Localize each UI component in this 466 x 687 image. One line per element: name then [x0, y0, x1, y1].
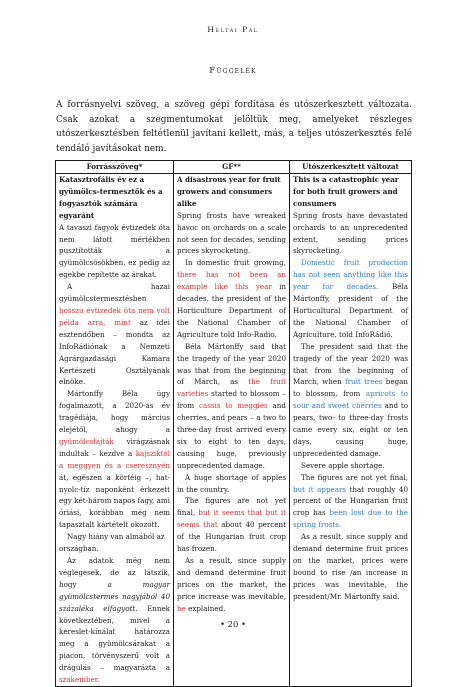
gf-title: A disastrous year for fruit growers and consumers alike [177, 175, 281, 208]
post-edited-paragraph: Severe apple shortage. [301, 460, 385, 470]
post-edited-title: This is a catastrophic year for both fruit growers and consumers [293, 175, 399, 208]
source-paragraph: Nagy hiány van almából az országban. [59, 532, 165, 554]
corrected-segment: fruit trees [344, 377, 383, 387]
marked-segment: hosszú évtizedek óta nem volt példa arra, mint [59, 305, 170, 327]
post-edited-text-cell [290, 174, 412, 687]
source-paragraph: A tavaszi fagyok évtizedek óta nem látott mértékben pusztították a gyümölcsösökben, ez pedig az egekbe repítette az árakat. [59, 222, 170, 280]
post-edited-paragraph: The figures are not yet final, but it appears that roughly 40 percent of the Hungarian fruit crop has been lost due to the spring frosts. [293, 472, 409, 530]
source-paragraph: Mártonffy Béla úgy fogalmazott, a 2020-as év tragédiája, hogy március elejétől, ahogy a gyümölcsfajták virágzásnak indultak – kezdve a kajsziktól a meggyen és a cseresznyén át, egészen a körtéig –, hat-nyolc-tíz naponként érkezett egy két-három napos fagy, ami óriási, korábban még nem tapasztalt kártételt okozott. [59, 389, 170, 530]
column-header-source: Forrásszöveg* [56, 161, 174, 174]
marked-segment: there has not been an example like this year [177, 270, 286, 292]
corrected-segment: but it appears [293, 484, 347, 494]
italic-segment: a magyar gyümölcstermés nagyjából 40 százaléka elfagyott. [59, 579, 170, 613]
running-header: Heltai Pál [207, 25, 259, 34]
source-text-cell [56, 174, 174, 687]
gf-paragraph: As a result, since supply and demand determine fruit prices on the market, the price increase was inevitable, he explained. [177, 556, 286, 613]
marked-segment: the fruit varieties [177, 377, 286, 399]
source-paragraph: Az adatok még nem véglegesek, de az látszik, hogy a magyar gyümölcstermés nagyjából 40 százaléka elfagyott. Ennek következtében, mivel a kereslet-kínálat határozza meg a gyümölcsárakat a piacon, törvényszerű volt a drágulás – magyarázta a szakember. [59, 556, 170, 685]
corrected-segment: Domestic fruit production has not seen anything like this year for decades. [293, 258, 408, 292]
post-edited-paragraph: The president said that the tragedy of the year 2020 was that from the beginning of March, when fruit trees began to blossom, from apricots to sour and sweet cherries and to pears, two- to three-day frosts came every six, eight or ten days, causing huge, unprecedented damage. [293, 341, 409, 458]
marked-segment: he [177, 603, 186, 613]
gf-paragraph: A huge shortage of apples in the country. [177, 472, 286, 494]
marked-segment: szakember. [59, 675, 100, 685]
table-row [56, 174, 412, 687]
post-edited-paragraph: As a result, since supply and demand determine fruit prices on the market, prices were bound to rise /an increase in prices was inevitable, the president/Mr. Mártonffy said. [293, 532, 408, 601]
page-number: • 20 • [220, 619, 246, 629]
gf-paragraph: In domestic fruit growing, there has not been an example like this year in decades, the president of the Horticulture Department of the National Chamber of Agriculture told Info-Radio. [177, 258, 287, 339]
post-edited-paragraph: Spring frosts have devastated orchards to an unprecedented extent, sending prices skyrocketing. [293, 210, 408, 256]
source-title: Katasztrofális év ez a gyümölcs-termesztők és a fogyasztók számára egyaránt [59, 175, 163, 220]
marked-segment: gyümölcsfajták [59, 436, 114, 446]
gf-paragraph: The figures are not yet final, but it seems that but it seems that about 40 percent of the Hungarian fruit crop has frozen. [177, 496, 286, 554]
column-header-gf: GF** [174, 161, 290, 174]
table-header-row [56, 161, 412, 174]
marked-segment: kajsziktól a meggyen és a cseresznyén [59, 448, 170, 470]
section-title: Függelék [209, 66, 257, 76]
column-header-post-edited: Utószerkesztett változat [290, 161, 412, 174]
gf-text-cell [174, 174, 290, 687]
corrected-segment: been lost due to the spring frosts. [293, 508, 409, 530]
comparison-table [55, 160, 412, 687]
corrected-segment: apricots to sour and sweet cherries [293, 389, 409, 411]
source-paragraph: A hazai gyümölcstermesztésben hosszú évtizedek óta nem volt példa arra, mint az idei esztendőben – mondta az InfoRádiónak a Nemzeti Agrárgazdasági Kamara Kertészeti Osztályának elnöke. [59, 282, 170, 387]
intro-paragraph: A forrásnyelvi szöveg, a szöveg gépi fordítása és utószerkesztett változata. Csak azokat a szegmentumokat jelöltük meg, amelyeket részleges utószerkesztésben feltétlenül javítani kellett, más, a teljes utószerkesztés felé tendáló javításokat nem. [56, 100, 412, 154]
post-edited-paragraph: Domestic fruit production has not seen anything like this year for decades. Béla Mártonffy, president of the Horticultural Department of the National Chamber of Agriculture, told InfoRádió. [293, 258, 408, 339]
marked-segment: but it seems that but it seems that [177, 508, 286, 530]
marked-segment: cassis to meggies [198, 401, 268, 411]
gf-paragraph: Béla Mártonffy said that the tragedy of the year 2020 was that from the beginning of March, as the fruit varieties started to blossom – from cassis to meggies and cherries, and pears – a two to three-day frost arrived every six to eight to ten days, causing huge, previously unprecedented damage. [177, 341, 286, 470]
gf-paragraph: Spring frosts have wreaked havoc on orchards on a scale not seen for decades, sending prices skyrocketing. [177, 210, 286, 256]
